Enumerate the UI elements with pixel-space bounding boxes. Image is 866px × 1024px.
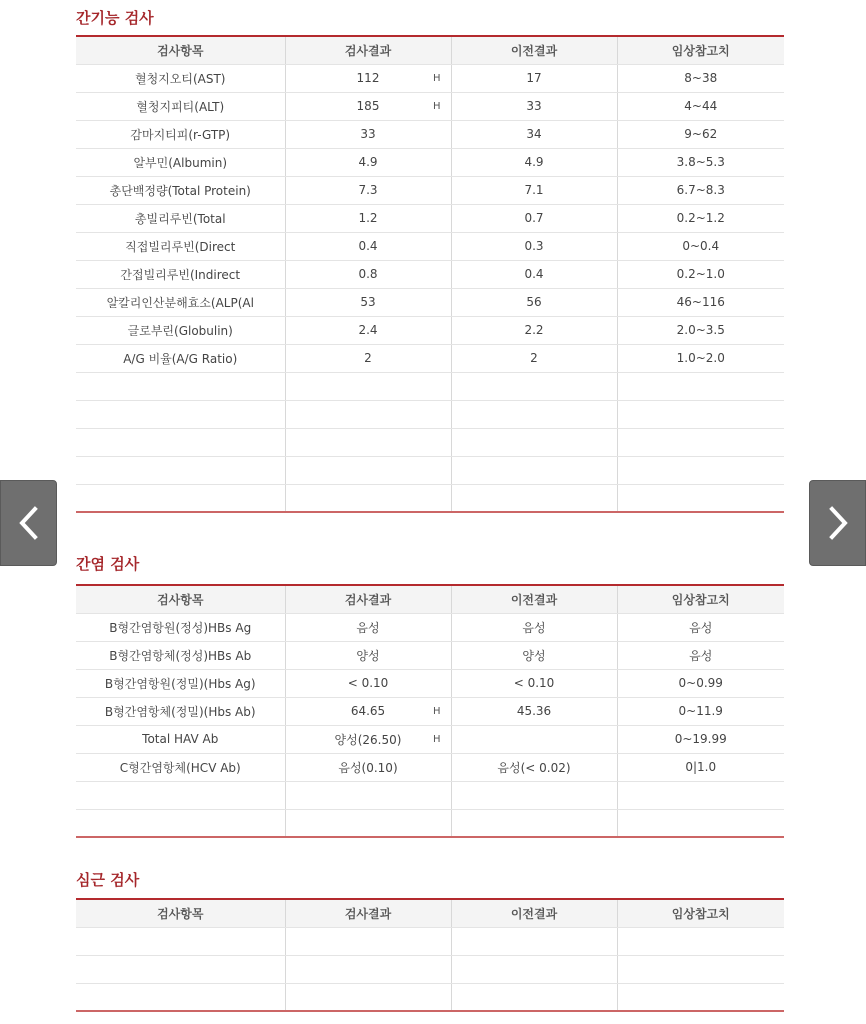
reference-range-cell: 46~116	[617, 288, 784, 316]
test-item-cell: 총단백정량(Total Protein)	[76, 176, 285, 204]
result-cell	[285, 344, 451, 372]
empty-cell	[451, 456, 617, 484]
next-page-button[interactable]	[809, 480, 866, 566]
empty-row	[76, 955, 784, 983]
empty-cell	[285, 484, 451, 512]
previous-result-cell: 양성	[451, 641, 617, 669]
empty-row	[76, 983, 784, 1011]
reference-range-cell: 음성	[617, 641, 784, 669]
test-item-cell: B형간염항원(정성)HBs Ag	[76, 613, 285, 641]
header-reference: 임상참고치	[617, 585, 784, 613]
result-cell	[285, 316, 451, 344]
empty-cell	[285, 983, 451, 1011]
table-row	[76, 725, 784, 753]
cardiac-table	[76, 898, 784, 1012]
result-value: 185	[356, 99, 380, 113]
empty-cell	[617, 400, 784, 428]
previous-result-cell: 4.9	[451, 148, 617, 176]
reference-range-cell: 9~62	[617, 120, 784, 148]
empty-cell	[76, 955, 285, 983]
empty-row	[76, 927, 784, 955]
empty-cell	[76, 428, 285, 456]
test-item-cell: Total HAV Ab	[76, 725, 285, 753]
result-cell	[285, 669, 451, 697]
empty-cell	[76, 983, 285, 1011]
result-cell	[285, 92, 451, 120]
previous-result-cell: 0.4	[451, 260, 617, 288]
header-previous: 이전결과	[451, 899, 617, 927]
test-item-cell: 혈청지오티(AST)	[76, 64, 285, 92]
result-cell	[285, 204, 451, 232]
test-item-cell: 간접빌리루빈(Indirect	[76, 260, 285, 288]
empty-cell	[76, 781, 285, 809]
table-row	[76, 697, 784, 725]
reference-range-cell: 0.2~1.0	[617, 260, 784, 288]
result-value: 64.65	[350, 704, 386, 718]
empty-row	[76, 809, 784, 837]
empty-cell	[285, 372, 451, 400]
previous-result-cell: 음성	[451, 613, 617, 641]
previous-result-cell: 17	[451, 64, 617, 92]
result-cell	[285, 613, 451, 641]
high-flag: H	[432, 705, 441, 717]
high-flag: H	[432, 733, 441, 745]
empty-cell	[76, 927, 285, 955]
test-item-cell: 직접빌리루빈(Direct	[76, 232, 285, 260]
reference-range-cell: 0|1.0	[617, 753, 784, 781]
table-row	[76, 176, 784, 204]
empty-cell	[285, 428, 451, 456]
table-row	[76, 64, 784, 92]
previous-result-cell: 45.36	[451, 697, 617, 725]
table-row	[76, 641, 784, 669]
empty-cell	[76, 809, 285, 837]
table-row	[76, 344, 784, 372]
result-value: 4.9	[358, 155, 378, 169]
result-cell	[285, 725, 451, 753]
test-item-cell: 감마지티피(r-GTP)	[76, 120, 285, 148]
hepatitis-table	[76, 584, 784, 838]
result-cell	[285, 232, 451, 260]
table-row	[76, 288, 784, 316]
table-row	[76, 204, 784, 232]
hepatitis-title: 간염 검사	[76, 555, 140, 573]
previous-result-cell	[451, 725, 617, 753]
table-row	[76, 92, 784, 120]
result-cell	[285, 697, 451, 725]
reference-range-cell: 0.2~1.2	[617, 204, 784, 232]
previous-result-cell: 56	[451, 288, 617, 316]
result-value: 53	[360, 295, 376, 309]
empty-row	[76, 400, 784, 428]
previous-result-cell: 7.1	[451, 176, 617, 204]
header-result: 검사결과	[285, 585, 451, 613]
test-item-cell: 혈청지피티(ALT)	[76, 92, 285, 120]
empty-cell	[617, 428, 784, 456]
table-row	[76, 232, 784, 260]
header-reference: 임상참고치	[617, 36, 784, 64]
empty-cell	[285, 456, 451, 484]
previous-result-cell: 2	[451, 344, 617, 372]
empty-cell	[451, 484, 617, 512]
table-row	[76, 669, 784, 697]
header-item: 검사항목	[76, 585, 285, 613]
table-header-row	[76, 585, 784, 613]
result-value: 0.8	[358, 267, 378, 281]
table-row	[76, 316, 784, 344]
test-item-cell: 글로부린(Globulin)	[76, 316, 285, 344]
table-row	[76, 120, 784, 148]
table-row	[76, 753, 784, 781]
reference-range-cell: 4~44	[617, 92, 784, 120]
reference-range-cell: 8~38	[617, 64, 784, 92]
test-item-cell: 알칼리인산분해효소(ALP(Al	[76, 288, 285, 316]
header-previous: 이전결과	[451, 36, 617, 64]
result-value: 0.4	[358, 239, 378, 253]
previous-result-cell: < 0.10	[451, 669, 617, 697]
reference-range-cell: 3.8~5.3	[617, 148, 784, 176]
test-item-cell: B형간염항체(정밀)(Hbs Ab)	[76, 697, 285, 725]
result-value: 7.3	[358, 183, 378, 197]
test-item-cell: C형간염항체(HCV Ab)	[76, 753, 285, 781]
result-value: 양성	[356, 648, 380, 663]
high-flag: H	[432, 100, 441, 112]
table-header-row	[76, 36, 784, 64]
result-value: 양성(26.50)	[334, 732, 402, 747]
previous-result-cell: 33	[451, 92, 617, 120]
liver-function-title: 간기능 검사	[76, 9, 154, 27]
empty-row	[76, 456, 784, 484]
reference-range-cell: 0~0.4	[617, 232, 784, 260]
result-cell	[285, 753, 451, 781]
result-value: 음성(0.10)	[338, 760, 398, 775]
empty-cell	[451, 781, 617, 809]
reference-range-cell: 1.0~2.0	[617, 344, 784, 372]
header-result: 검사결과	[285, 899, 451, 927]
cardiac-title: 심근 검사	[76, 871, 140, 889]
empty-cell	[617, 809, 784, 837]
header-previous: 이전결과	[451, 585, 617, 613]
table-header-row	[76, 899, 784, 927]
reference-range-cell: 6.7~8.3	[617, 176, 784, 204]
empty-cell	[451, 809, 617, 837]
result-value: 2.4	[358, 323, 378, 337]
header-item: 검사항목	[76, 36, 285, 64]
empty-cell	[285, 955, 451, 983]
header-result: 검사결과	[285, 36, 451, 64]
previous-result-cell: 34	[451, 120, 617, 148]
result-cell	[285, 148, 451, 176]
previous-page-button[interactable]	[0, 480, 57, 566]
empty-cell	[617, 983, 784, 1011]
empty-cell	[285, 400, 451, 428]
empty-cell	[76, 400, 285, 428]
test-item-cell: 알부민(Albumin)	[76, 148, 285, 176]
previous-result-cell: 0.7	[451, 204, 617, 232]
reference-range-cell: 0~19.99	[617, 725, 784, 753]
empty-row	[76, 428, 784, 456]
empty-cell	[285, 781, 451, 809]
empty-cell	[76, 484, 285, 512]
result-value: 1.2	[358, 211, 378, 225]
empty-cell	[451, 927, 617, 955]
result-value: < 0.10	[347, 676, 389, 690]
result-cell	[285, 641, 451, 669]
result-value: 음성	[356, 620, 380, 635]
empty-cell	[617, 484, 784, 512]
liver-function-table	[76, 35, 784, 513]
empty-cell	[285, 927, 451, 955]
table-row	[76, 148, 784, 176]
reference-range-cell: 2.0~3.5	[617, 316, 784, 344]
empty-cell	[451, 400, 617, 428]
test-item-cell: B형간염항원(정밀)(Hbs Ag)	[76, 669, 285, 697]
empty-cell	[285, 809, 451, 837]
test-item-cell: 총빌리루빈(Total	[76, 204, 285, 232]
previous-result-cell: 음성(< 0.02)	[451, 753, 617, 781]
result-value: 112	[356, 71, 380, 85]
empty-cell	[617, 955, 784, 983]
empty-cell	[617, 781, 784, 809]
empty-cell	[617, 927, 784, 955]
table-row	[76, 260, 784, 288]
chevron-right-icon	[825, 503, 851, 543]
previous-result-cell: 2.2	[451, 316, 617, 344]
high-flag: H	[432, 72, 441, 84]
empty-cell	[617, 456, 784, 484]
header-item: 검사항목	[76, 899, 285, 927]
empty-row	[76, 372, 784, 400]
empty-cell	[451, 372, 617, 400]
result-cell	[285, 288, 451, 316]
header-reference: 임상참고치	[617, 899, 784, 927]
result-value: 33	[360, 127, 376, 141]
empty-cell	[76, 372, 285, 400]
empty-cell	[451, 955, 617, 983]
result-value: 2	[364, 351, 372, 365]
result-cell	[285, 176, 451, 204]
result-cell	[285, 64, 451, 92]
test-item-cell: A/G 비율(A/G Ratio)	[76, 344, 285, 372]
empty-cell	[617, 372, 784, 400]
result-cell	[285, 260, 451, 288]
chevron-left-icon	[16, 503, 42, 543]
empty-row	[76, 484, 784, 512]
empty-cell	[451, 983, 617, 1011]
reference-range-cell: 0~11.9	[617, 697, 784, 725]
empty-row	[76, 781, 784, 809]
reference-range-cell: 0~0.99	[617, 669, 784, 697]
table-row	[76, 613, 784, 641]
empty-cell	[451, 428, 617, 456]
previous-result-cell: 0.3	[451, 232, 617, 260]
empty-cell	[76, 456, 285, 484]
reference-range-cell: 음성	[617, 613, 784, 641]
result-cell	[285, 120, 451, 148]
test-item-cell: B형간염항체(정성)HBs Ab	[76, 641, 285, 669]
